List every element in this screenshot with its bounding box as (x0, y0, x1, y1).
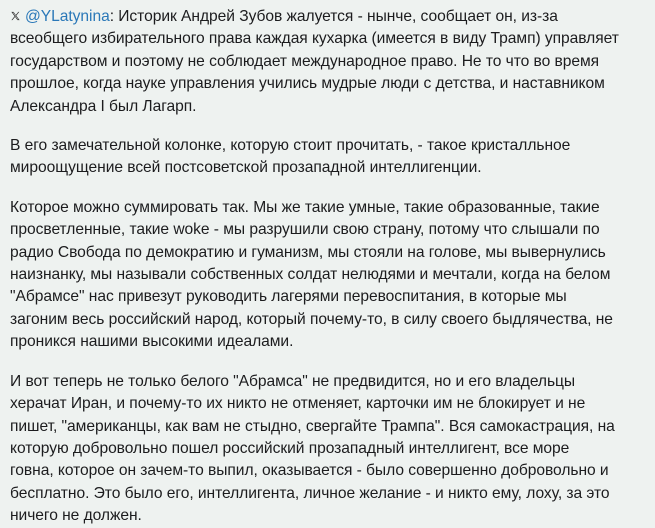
intro-text: Историк Андрей Зубов жалуется - нынче, сообщает он, из-за всеобщего избирательного права каждая кухарка (имеется в виду Трамп) управляет государством и поэтому не соблюдает международное право. Не то что во время прошлое, когда науке управления учились мудрые люди с детства, и наставником Александра I был Лагарп. (10, 8, 619, 115)
post-intro-paragraph (10, 6, 645, 118)
author-handle-link[interactable]: @YLatynina (25, 8, 110, 25)
handle-colon: : (109, 8, 114, 25)
post-paragraph-2: Которое можно суммировать так. Мы же такие умные, такие образованные, такие просветленные, такие woke - мы разрушили свою страну, потому что слышали по радио Свобода по демократию и гуманизм, мы стояли на голове, мы вывернулись наизнанку, мы называли собственных солдат нелюдями и мечтали, когда на белом "Абрамсе" нас привезут руководить лагерями перевоспитания, в которые мы загоним весь российский народ, который почему-то, в силу своего быдлячества, не проникся нашими высокими идеалами. (10, 198, 613, 351)
post-paragraph-3: И вот теперь не только белого "Абрамса" не предвидится, но и его владельцы херачат Иран, и почему-то их никто не отменяет, карточки им не блокирует и не пишет, "американцы, как вам не стыдно, свергайте Трампа". Вся самокастрация, на которую добровольно пошел российский прозападный интеллигент, все море говна, которое он зачем-то выпил, оказывается - было совершенно добровольно и бесплатно. Это было его, интеллигента, личное желание - и никто ему, лоху, за это ничего не должен. (10, 372, 615, 525)
x-logo-icon (10, 10, 21, 22)
post-paragraph-1: В его замечательной колонке, которую стоит прочитать, - такое кристалльное мироощущение всей постсоветской прозападной интеллигенции. (10, 137, 571, 177)
